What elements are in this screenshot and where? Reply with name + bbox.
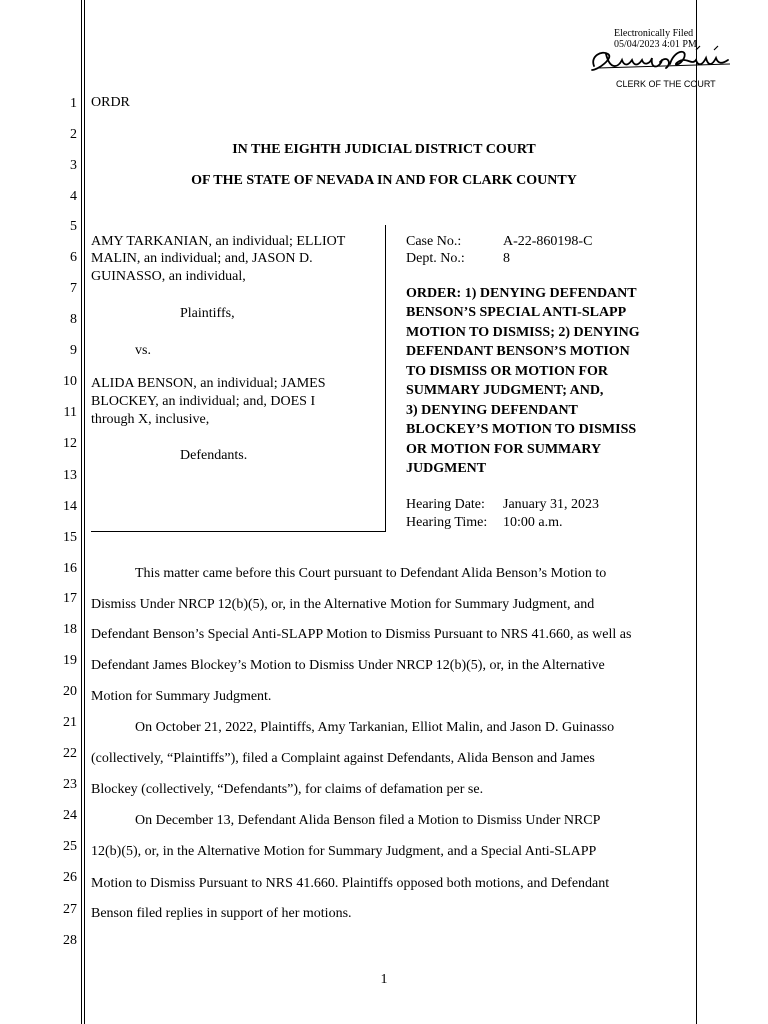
plaintiffs-label: Plaintiffs,: [180, 306, 235, 321]
body-line: On December 13, Defendant Alida Benson filed a Motion to Dismiss Under NRCP: [135, 813, 601, 828]
line-number: 28: [63, 933, 77, 948]
defendants-name-line: through X, inclusive,: [91, 412, 210, 427]
defendants-label: Defendants.: [180, 448, 248, 463]
hearing-date-label: Hearing Date:: [406, 497, 485, 512]
court-name-line-1: IN THE EIGHTH JUDICIAL DISTRICT COURT: [232, 142, 536, 157]
order-title-line: OR MOTION FOR SUMMARY: [406, 442, 602, 457]
hearing-time-label: Hearing Time:: [406, 515, 488, 530]
court-name-line-2: OF THE STATE OF NEVADA IN AND FOR CLARK COUNTY: [191, 173, 577, 188]
line-number: 9: [70, 343, 77, 358]
department-number: 8: [503, 251, 510, 266]
line-number: 23: [63, 777, 77, 792]
line-number: 17: [63, 591, 77, 606]
line-number: 10: [63, 374, 77, 389]
hearing-time: 10:00 a.m.: [503, 515, 563, 530]
plaintiffs-name-line: MALIN, an individual; and, JASON D.: [91, 251, 313, 266]
clerk-signature: [588, 44, 734, 78]
line-number: 15: [63, 530, 77, 545]
filed-datetime: 05/04/2023 4:01 PM: [614, 39, 697, 50]
caption-bottom-rule: [91, 531, 386, 532]
defendants-name-line: BLOCKEY, an individual; and, DOES I: [91, 394, 316, 409]
order-title-line: ORDER: 1) DENYING DEFENDANT: [406, 286, 637, 301]
order-title-line: TO DISMISS OR MOTION FOR: [406, 364, 608, 379]
order-title-line: 3) DENYING DEFENDANT: [406, 403, 578, 418]
line-number: 5: [70, 219, 77, 234]
line-number: 18: [63, 622, 77, 637]
hearing-date: January 31, 2023: [503, 497, 600, 512]
body-line: Defendant James Blockey’s Motion to Dismiss Under NRCP 12(b)(5), or, in the Alternative: [91, 658, 605, 673]
body-line: 12(b)(5), or, in the Alternative Motion for Summary Judgment, and a Special Anti-SLAPP: [91, 844, 597, 859]
line-number: 2: [70, 127, 77, 142]
plaintiffs-name-line: GUINASSO, an individual,: [91, 269, 246, 284]
versus: vs.: [135, 343, 151, 358]
line-number: 4: [70, 189, 77, 204]
line-number: 25: [63, 839, 77, 854]
line-number: 12: [63, 436, 77, 451]
defendants-name-line: ALIDA BENSON, an individual; JAMES: [91, 376, 326, 391]
line-number: 27: [63, 902, 77, 917]
filed-label: Electronically Filed: [614, 28, 694, 39]
line-number: 22: [63, 746, 77, 761]
order-title-line: JUDGMENT: [406, 461, 487, 476]
case-number-label: Case No.:: [406, 234, 462, 249]
line-number: 14: [63, 499, 77, 514]
page-number: 1: [380, 972, 388, 987]
line-number: 13: [63, 468, 77, 483]
plaintiffs-name-line: AMY TARKANIAN, an individual; ELLIOT: [91, 234, 346, 249]
order-title-line: MOTION TO DISMISS; 2) DENYING: [406, 325, 640, 340]
line-number: 8: [70, 312, 77, 327]
line-number: 11: [63, 405, 77, 420]
document-code: ORDR: [91, 95, 130, 110]
body-line: Defendant Benson’s Special Anti-SLAPP Motion to Dismiss Pursuant to NRS 41.660, as well as: [91, 627, 632, 642]
line-number: 6: [70, 250, 77, 265]
order-title-line: BENSON’S SPECIAL ANTI-SLAPP: [406, 305, 627, 320]
body-line: This matter came before this Court pursuant to Defendant Alida Benson’s Motion to: [135, 566, 607, 581]
line-number: 26: [63, 870, 77, 885]
line-number: 24: [63, 808, 77, 823]
line-number: 19: [63, 653, 77, 668]
case-number: A-22-860198-C: [503, 234, 593, 249]
body-line: (collectively, “Plaintiffs”), filed a Complaint against Defendants, Alida Benson and James: [91, 751, 595, 766]
body-line: Blockey (collectively, “Defendants”), for claims of defamation per se.: [91, 782, 484, 797]
caption-vertical-rule: [385, 225, 386, 532]
line-number: 3: [70, 158, 77, 173]
line-number: 7: [70, 281, 77, 296]
body-line: Motion to Dismiss Pursuant to NRS 41.660. Plaintiffs opposed both motions, and Defendant: [91, 876, 610, 891]
line-number: 1: [70, 96, 77, 111]
clerk-label: CLERK OF THE COURT: [616, 79, 716, 89]
body-line: On October 21, 2022, Plaintiffs, Amy Tarkanian, Elliot Malin, and Jason D. Guinasso: [135, 720, 615, 735]
order-title-line: SUMMARY JUDGMENT; AND,: [406, 383, 604, 398]
line-number: 20: [63, 684, 77, 699]
body-line: Motion for Summary Judgment.: [91, 689, 272, 704]
department-label: Dept. No.:: [406, 251, 465, 266]
order-title-line: BLOCKEY’S MOTION TO DISMISS: [406, 422, 637, 437]
body-line: Dismiss Under NRCP 12(b)(5), or, in the Alternative Motion for Summary Judgment, and: [91, 597, 595, 612]
line-number: 16: [63, 561, 77, 576]
line-number: 21: [63, 715, 77, 730]
body-line: Benson filed replies in support of her motions.: [91, 906, 352, 921]
order-title-line: DEFENDANT BENSON’S MOTION: [406, 344, 630, 359]
